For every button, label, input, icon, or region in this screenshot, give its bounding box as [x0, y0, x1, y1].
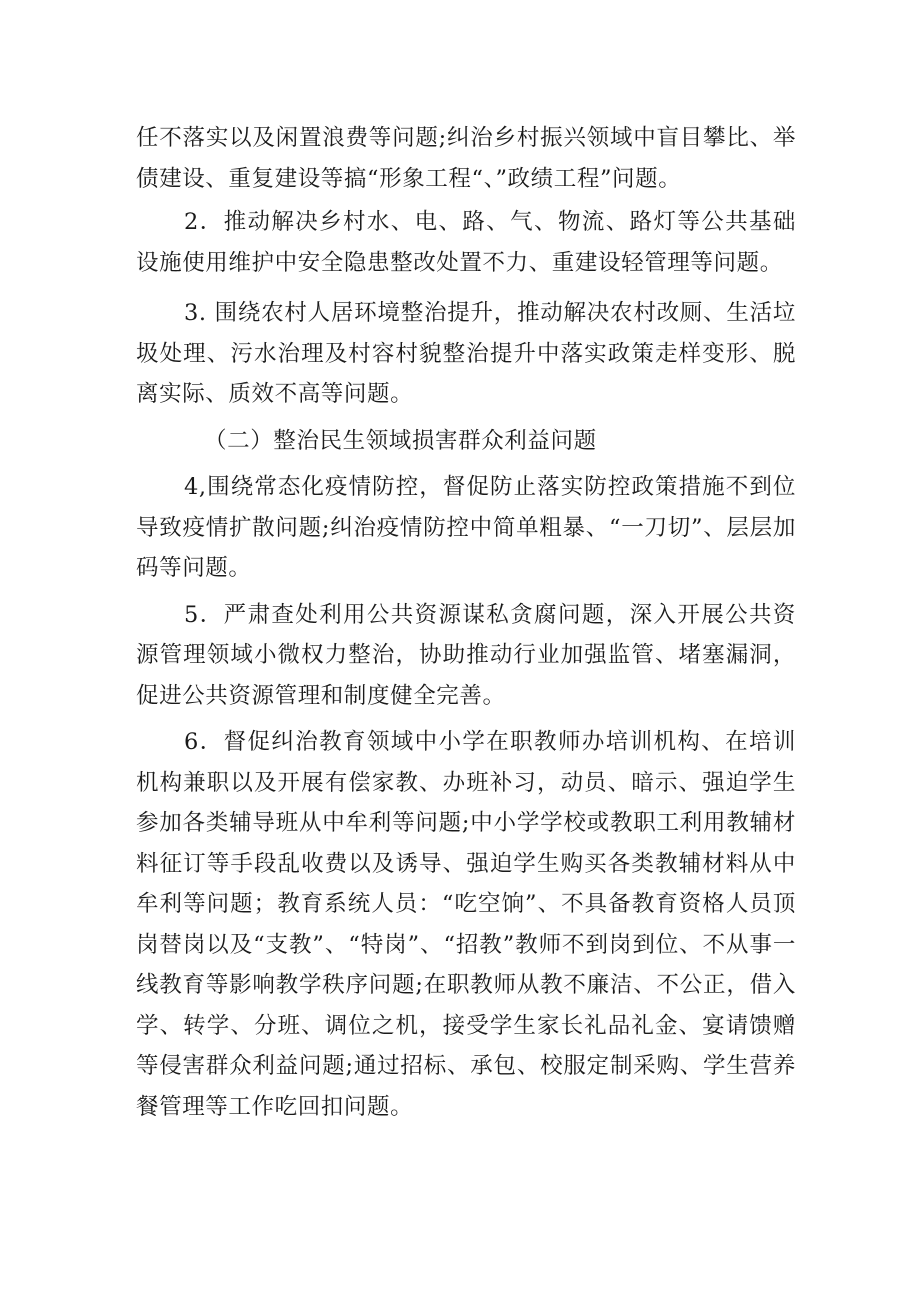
- paragraph-item-4: 4,围绕常态化疫情防控，督促防止落实防控政策措施不到位导致疫情扩散问题;纠治疫情防控中简单粗暴、“一刀切”、层层加码等问题。: [136, 474, 796, 581]
- paragraph-item-6: 6．督促纠治教育领域中小学在职教师办培训机构、在培训机构兼职以及开展有偿家教、办班补习，动员、暗示、强迫学生参加各类辅导班从中牟利等问题;中小学学校或教职工利用教辅材料征订等手段乱收费以及诱导、强迫学生购买各类教辅材料从中牟利等问题；教育系统人员：“吃空饷”、不具备教育资格人员顶岗替岗以及“支教”、“特岗”、“招教”教师不到岗到位、不从事一线教育等影响教学秩序问题;在职教师从教不廉洁、不公正，借入学、转学、分班、调位之机，接受学生家长礼品礼金、宴请馈赠等侵害群众利益问题;通过招标、承包、校服定制采购、学生营养餐管理等工作吃回扣问题。: [136, 729, 796, 1120]
- paragraph-item-3: 3. 围绕农村人居环境整治提升，推动解决农村改厕、生活垃圾处理、污水治理及村容村貌整治提升中落实政策走样变形、脱离实际、质效不高等问题。: [136, 300, 796, 407]
- paragraph-item-5: 5．严肃查处利用公共资源谋私贪腐问题，深入开展公共资源管理领域小微权力整治，协助推动行业加强监管、堵塞漏洞，促进公共资源管理和制度健全完善。: [136, 601, 796, 709]
- document-body: [136, 118, 796, 1127]
- paragraph-item-2: 2．推动解决乡村水、电、路、气、物流、路灯等公共基础设施使用维护中安全隐患整改处置不力、重建设轻管理等问题。: [136, 209, 796, 276]
- paragraph-continuation: 任不落实以及闲置浪费等问题;纠治乡村振兴领域中盲目攀比、举债建设、重复建设等搞“形象工程“、”政绩工程”问题。: [136, 125, 796, 192]
- section-heading-2: （二）整治民生领域损害群众利益问题: [204, 427, 597, 454]
